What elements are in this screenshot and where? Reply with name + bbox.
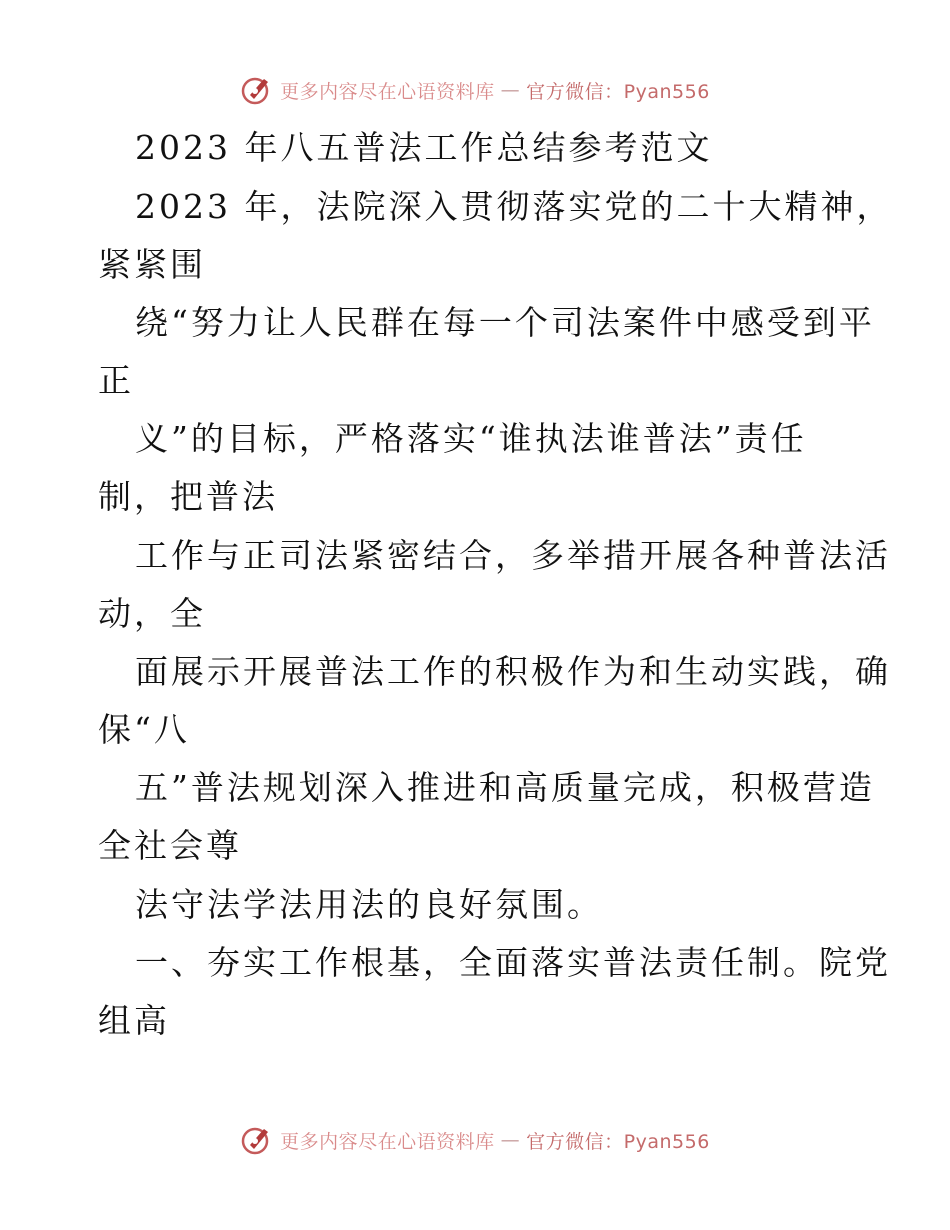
- pen-nib-circle-icon: [240, 73, 274, 107]
- section-heading-line: 一、夯实工作根基，全面落实普法责任制。院党: [135, 943, 891, 982]
- paragraph-line: 制，把普法: [98, 477, 278, 516]
- paragraph-line: 法守法学法用法的良好氛围。: [135, 885, 603, 924]
- watermark-brand-text: 更多内容尽在心语资料库: [280, 80, 495, 103]
- paragraph-line: 绕“努力让人民群在每一个司法案件中感受到平: [135, 303, 875, 342]
- paragraph-line: 面展示开展普法工作的积极作为和生动实践，确: [135, 652, 891, 691]
- watermark-contact-text: 官方微信：Pyan556: [526, 80, 710, 103]
- paragraph-line: 保“八: [98, 710, 190, 749]
- pen-nib-circle-icon: [240, 1123, 274, 1157]
- paragraph-line: 正: [98, 361, 134, 400]
- paragraph-line: 紧紧围: [98, 245, 206, 284]
- watermark-brand-text: 更多内容尽在心语资料库: [280, 1130, 495, 1153]
- paragraph-line: 全社会尊: [98, 826, 242, 865]
- document-title: 2023 年八五普法工作总结参考范文: [135, 128, 713, 167]
- paragraph-line: 组高: [98, 1001, 170, 1040]
- paragraph-line: 动，全: [98, 594, 206, 633]
- watermark-contact-text: 官方微信：Pyan556: [526, 1130, 710, 1153]
- header-watermark: [0, 70, 950, 110]
- watermark-dash: —: [500, 79, 521, 101]
- paragraph-line: 义”的目标，严格落实“谁执法谁普法”责任: [135, 419, 807, 458]
- paragraph-line: 2023 年，法院深入贯彻落实党的二十大精神，: [135, 187, 893, 226]
- paragraph-line: 工作与正司法紧密结合，多举措开展各种普法活: [135, 536, 891, 575]
- footer-watermark: [0, 1120, 950, 1160]
- paragraph-line: 五”普法规划深入推进和高质量完成，积极营造: [135, 768, 875, 807]
- watermark-dash: —: [500, 1129, 521, 1151]
